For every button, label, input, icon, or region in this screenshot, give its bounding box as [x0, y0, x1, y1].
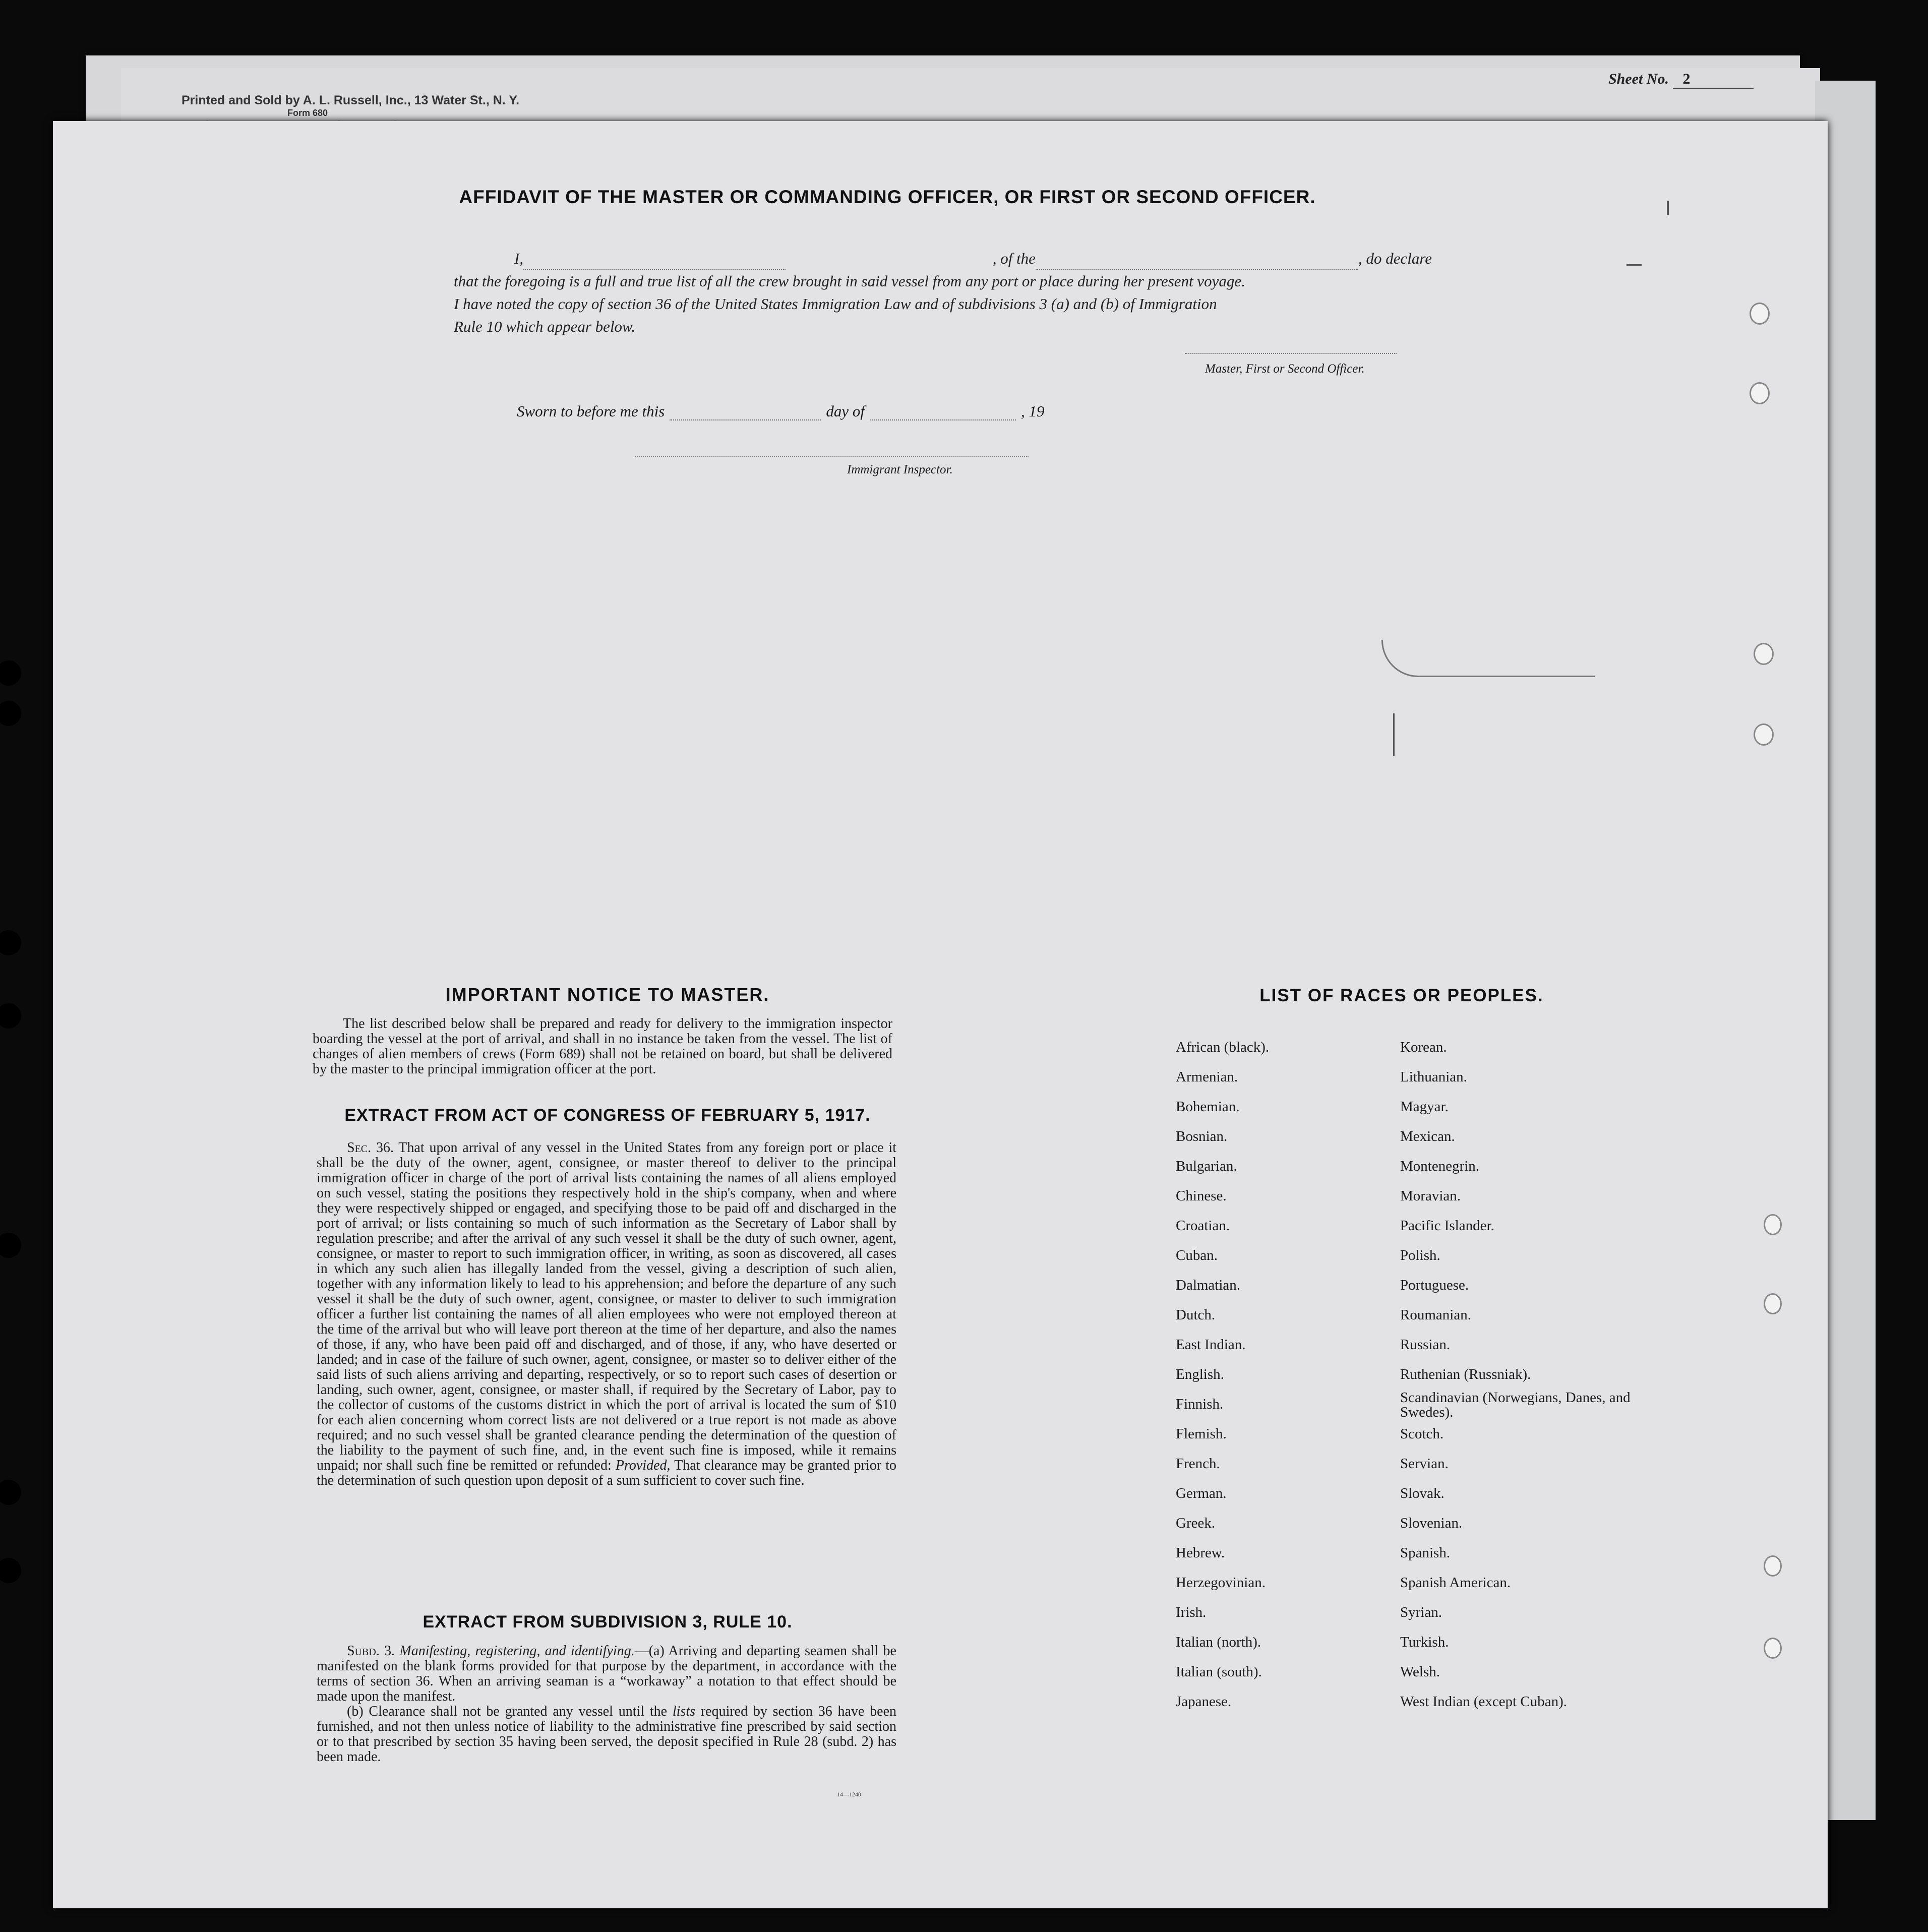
punch-hole — [1764, 1214, 1782, 1235]
punch-hole — [1750, 303, 1770, 325]
affidavit-first-line — [454, 247, 1432, 270]
race-item: Dalmatian. — [1176, 1277, 1241, 1293]
race-item: Croatian. — [1176, 1218, 1230, 1234]
sworn-prefix: Sworn to before me this — [517, 402, 665, 420]
race-item: Russian. — [1400, 1337, 1451, 1353]
binder-hole — [0, 1233, 21, 1258]
punch-hole — [1754, 723, 1774, 746]
pencil-mark — [1381, 640, 1595, 677]
provided-word: Provided, — [615, 1458, 671, 1473]
affidavit-text-1: that the foregoing is a full and true list of all the crew brought in said vessel from any port or place during her present voyage. — [454, 272, 1245, 290]
race-item: Dutch. — [1176, 1307, 1216, 1323]
punch-hole — [1764, 1293, 1782, 1314]
race-item: Polish. — [1400, 1247, 1440, 1263]
race-item: Magyar. — [1400, 1099, 1449, 1115]
year-label: , 19 — [1020, 402, 1045, 420]
subdivision-a-text: —(a) Arriving and departing seamen shall be manifested on the blank forms provided for that purpose by the department, in accordance with the terms of section 36. When an arriving seaman is a “workaway” a notation to that effect should be made upon the manifest. — [317, 1643, 896, 1704]
sheet-number — [1608, 71, 1754, 89]
extract-act-title: EXTRACT FROM ACT OF CONGRESS OF FEBRUARY 5, 1917. — [344, 1106, 871, 1125]
race-item: Flemish. — [1176, 1426, 1227, 1442]
subdivision-a-paragraph — [317, 1644, 896, 1704]
section-label: Sec. 36. — [347, 1140, 394, 1156]
section-text-end: That clearance may be granted prior to the determination of such question upon deposit of a sum sufficient to cover such fine. — [317, 1458, 897, 1488]
race-item: Ruthenian (Russniak). — [1400, 1366, 1531, 1382]
extract-rule-text — [317, 1644, 896, 1765]
race-item: English. — [1176, 1366, 1224, 1382]
race-item: French. — [1176, 1456, 1220, 1472]
race-item: Greek. — [1176, 1515, 1216, 1531]
notice-paragraph: The list described below shall be prepared and ready for delivery to the immigration inspector boarding the vessel at the port of arrival, and shall in no instance be taken from the vessel. The list of changes of alien members of crews (Form 689) shall not be retained on board, but shall be delivered by the master to the principal immigration officer at the port. — [313, 1016, 892, 1077]
races-left-column — [1176, 1033, 1388, 1717]
race-item: Japanese. — [1176, 1694, 1232, 1710]
race-item: Slovak. — [1400, 1485, 1444, 1501]
race-item: Slovenian. — [1400, 1515, 1463, 1531]
race-item: Finnish. — [1176, 1396, 1224, 1412]
race-item: Turkish. — [1400, 1634, 1449, 1650]
notice-text — [313, 1016, 892, 1077]
race-item: Hebrew. — [1176, 1545, 1225, 1561]
affidavit-body — [454, 247, 1432, 338]
section-36-paragraph — [317, 1140, 896, 1488]
notice-title: IMPORTANT NOTICE TO MASTER. — [445, 984, 770, 1005]
race-item: Scandinavian (Norwegians, Danes, and Swedes). — [1400, 1390, 1631, 1420]
race-item: Irish. — [1176, 1604, 1207, 1620]
race-item: Spanish. — [1400, 1545, 1451, 1561]
punch-hole — [1764, 1638, 1782, 1659]
race-item: Roumanian. — [1400, 1307, 1471, 1323]
subdivision-label: Subd. 3. — [347, 1643, 395, 1659]
month-blank — [870, 419, 1016, 420]
punch-hole — [1754, 643, 1774, 665]
race-item: Bosnian. — [1176, 1128, 1228, 1144]
of-the-label: , of the — [992, 250, 1036, 267]
race-item: Lithuanian. — [1400, 1069, 1467, 1085]
affidavit-text-2: I have noted the copy of section 36 of the United States Immigration Law and of subdivisions 3 (a) and (b) of Immigration — [454, 295, 1217, 313]
race-item: East Indian. — [1176, 1337, 1246, 1353]
print-code: 14—1240 — [837, 1791, 861, 1798]
pencil-mark — [1393, 713, 1395, 756]
race-item: Korean. — [1400, 1039, 1447, 1055]
binder-hole — [0, 1558, 21, 1583]
signature-line — [1185, 353, 1397, 354]
punch-hole — [1764, 1555, 1782, 1577]
race-item: West Indian (except Cuban). — [1400, 1694, 1568, 1710]
race-item: Chinese. — [1176, 1188, 1227, 1204]
race-item: Spanish American. — [1400, 1575, 1511, 1591]
race-item: Bohemian. — [1176, 1099, 1240, 1115]
affidavit-title: AFFIDAVIT OF THE MASTER OR COMMANDING OFFICER, OR FIRST OR SECOND OFFICER. — [459, 187, 1316, 207]
day-blank — [670, 419, 821, 420]
subdivision-b-prefix: (b) Clearance shall not be granted any vessel until the — [347, 1704, 668, 1719]
race-item: Moravian. — [1400, 1188, 1461, 1204]
race-item: Armenian. — [1176, 1069, 1238, 1085]
lists-word: lists — [672, 1704, 696, 1719]
inspector-signature-line — [635, 456, 1029, 457]
pencil-mark — [1626, 264, 1642, 266]
i-label: I, — [514, 250, 524, 267]
punch-hole — [1750, 382, 1770, 404]
affidavit-text-3: Rule 10 which appear below. — [454, 318, 636, 335]
subdivision-heading: Manifesting, registering, and identifying. — [399, 1643, 635, 1659]
inspector-label: Immigrant Inspector. — [847, 463, 953, 476]
race-item: Pacific Islander. — [1400, 1218, 1494, 1234]
printer-line: Printed and Sold by A. L. Russell, Inc., 13 Water St., N. Y. — [182, 93, 520, 107]
pencil-mark — [1667, 201, 1669, 215]
subdivision-b-text: required by section 36 have been furnished, and not then unless notice of liability to the administrative fine prescribed by said section or to that prescribed by section 35 having been served, the deposit specified in Rule 28 (subd. 2) has been made. — [317, 1704, 897, 1765]
race-item: Montenegrin. — [1400, 1158, 1480, 1174]
day-of-label: day of — [826, 402, 865, 420]
extract-rule-title: EXTRACT FROM SUBDIVISION 3, RULE 10. — [423, 1612, 793, 1632]
race-item: Scotch. — [1400, 1426, 1444, 1442]
race-item: Bulgarian. — [1176, 1158, 1237, 1174]
race-item: Portuguese. — [1400, 1277, 1469, 1293]
signature-label: Master, First or Second Officer. — [1205, 362, 1365, 376]
form-number: Form 680 — [287, 107, 328, 118]
race-item: Mexican. — [1400, 1128, 1455, 1144]
sheet-number-label: Sheet No. — [1608, 71, 1669, 87]
section-text: That upon arrival of any vessel in the United States from any foreign port or place it shall be the duty of the owner, agent, consignee, or master thereof to deliver to the principal immigration officer in charge of the port of arrival lists containing the names of all aliens employed on such vessel, stating the positions they respectively hold in the ship's company, when and where they were respectively shipped or engaged, and specifying those to be paid off and discharged in the port of arrival; or lists containing so much of such information as the Secretary of Labor shall by regulation prescribe; and after the arrival of any such vessel it shall be the duty of such owner, agent, consignee, or master to report to such immigration officer, in writing, as soon as discovered, all cases in which any such alien has illegally landed from the vessel, giving a description of such alien, together with any information likely to lead to his apprehension; and before the departure of any such vessel it shall be the duty of such owner, agent, consignee, or master to deliver to such immigration officer a further list containing the names of all alien employees who were not employed thereon at the time of the arrival but who will leave port thereon at the time of her departure, and also the names of those, if any, who have been paid off and discharged, and of those, if any, who have deserted or landed; and in case of the failure of such owner, agent, consignee, or master so to deliver either of the said lists of such aliens arriving and departing, respectively, or so to report such cases of desertion or landing, such owner, agent, consignee, or master shall, if required by the Secretary of Labor, pay to the collector of customs of the customs district in which the port of arrival is located the sum of $10 for each alien concerning whom correct lists are not delivered or a true report is not made as above required; and no such vessel shall be granted clearance pending the determination of the question of the liability to the payment of such fine, and, in the event such fine is imposed, while it remains unpaid; nor shall such fine be remitted or refunded: — [317, 1140, 896, 1473]
vessel-of — [993, 247, 1432, 270]
race-item: German. — [1176, 1485, 1227, 1501]
races-title: LIST OF RACES OR PEOPLES. — [1259, 986, 1544, 1005]
races-right-column — [1400, 1033, 1662, 1717]
binder-hole — [0, 930, 21, 955]
race-item: Welsh. — [1400, 1664, 1440, 1680]
race-item: Italian (north). — [1176, 1634, 1261, 1650]
binder-hole — [0, 701, 21, 726]
extract-act-text — [317, 1140, 896, 1488]
race-item: Syrian. — [1400, 1604, 1442, 1620]
race-item: Cuban. — [1176, 1247, 1218, 1263]
race-item: Servian. — [1400, 1456, 1449, 1472]
sheet-number-value: 2 — [1673, 71, 1754, 89]
binder-hole — [0, 660, 21, 686]
declarant-i — [514, 247, 786, 270]
sworn-statement — [517, 402, 1044, 420]
race-item: Italian (south). — [1176, 1664, 1262, 1680]
race-item: Herzegovinian. — [1176, 1575, 1266, 1591]
binder-hole — [0, 1003, 21, 1029]
subdivision-b-paragraph — [317, 1704, 896, 1765]
race-item: African (black). — [1176, 1039, 1270, 1055]
binder-hole — [0, 1480, 21, 1505]
do-declare-label: , do declare — [1358, 250, 1432, 267]
